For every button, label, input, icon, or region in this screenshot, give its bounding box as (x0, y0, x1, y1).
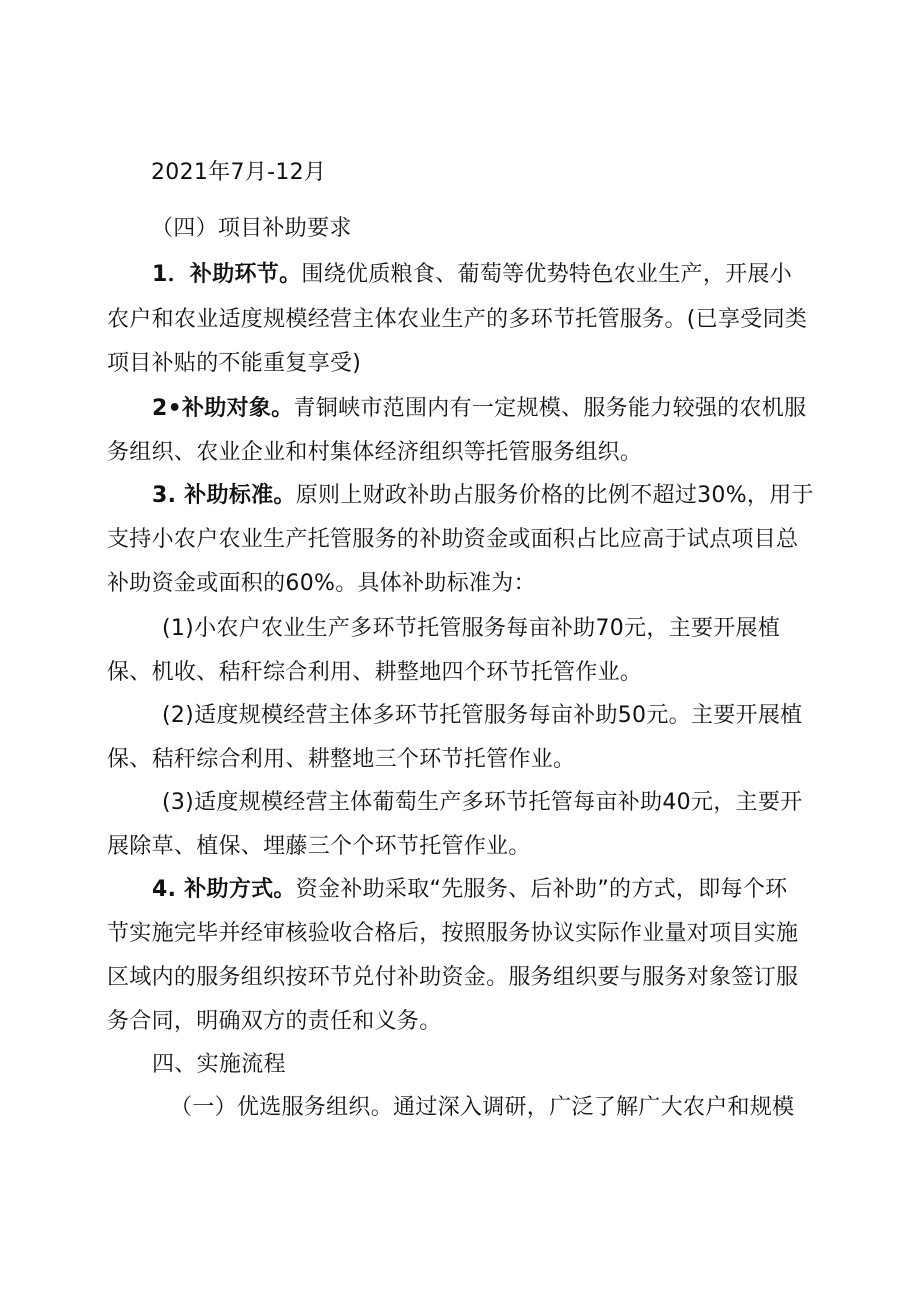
standard-3-line-2: 展除草、植保、埋藤三个个环节托管作业。 (107, 834, 531, 859)
standard-2-line-2: 保、秸秆综合利用、耕整地三个环节托管作业。 (107, 747, 576, 772)
standard-1-line-2: 保、机收、秸秆综合利用、耕整地四个环节托管作业。 (107, 660, 643, 685)
section-heading-subsidy-requirements: （四）项目补助要求 (151, 216, 352, 241)
paragraph-1-line-2: 农户和农业适度规模经营主体农业生产的多环节托管服务。(已享受同类 (107, 307, 808, 332)
paragraph-4-line-1: 4. 补助方式。资金补助采取“先服务、后补助”的方式，即每个环 (152, 877, 788, 902)
date-range-line: 2021年7月-12月 (151, 160, 327, 185)
paragraph-4-line-4: 务合同，明确双方的责任和义务。 (107, 1009, 442, 1034)
paragraph-3-line-2: 支持小农户农业生产托管服务的补助资金或面积占比应高于试点项目总 (107, 527, 799, 552)
step-1-line-1: （一）优选服务组织。通过深入调研，广泛了解广大农户和规模 (170, 1095, 795, 1120)
paragraph-2-line-2: 务组织、农业企业和村集体经济组织等托管服务组织。 (107, 440, 643, 465)
paragraph-1-line-1: 1．补助环节。围绕优质粮食、葡萄等优势特色农业生产，开展小 (152, 262, 793, 287)
paragraph-3-line-1: 3. 补助标准。原则上财政补助占服务价格的比例不超过30%，用于 (152, 483, 814, 508)
paragraph-3-line-3: 补助资金或面积的60%。具体补助标准为： (107, 571, 536, 596)
standard-2-line-1: (2)适度规模经营主体多环节托管服务每亩补助50元。主要开展植 (162, 703, 803, 728)
paragraph-2-line-1: 2•补助对象。青铜峡市范围内有一定规模、服务能力较强的农机服 (152, 396, 807, 421)
section-heading-implementation-process: 四、实施流程 (152, 1052, 286, 1077)
standard-1-line-1: (1)小农户农业生产多环节托管服务每亩补助70元，主要开展植 (162, 616, 781, 641)
item-heading: 4. 补助方式。 (152, 877, 296, 902)
item-heading: 1．补助环节。 (152, 262, 302, 287)
paragraph-4-line-3: 区域内的服务组织按环节兑付补助资金。服务组织要与服务对象签订服 (107, 965, 799, 990)
item-heading: 2•补助对象。 (152, 396, 294, 421)
paragraph-4-line-2: 节实施完毕并经审核验收合格后，按照服务协议实际作业量对项目实施 (107, 921, 799, 946)
paragraph-1-line-3: 项目补贴的不能重复享受) (107, 351, 362, 376)
item-heading: 3. 补助标准。 (152, 483, 296, 508)
standard-3-line-1: (3)适度规模经营主体葡萄生产多环节托管每亩补助40元，主要开 (162, 790, 803, 815)
